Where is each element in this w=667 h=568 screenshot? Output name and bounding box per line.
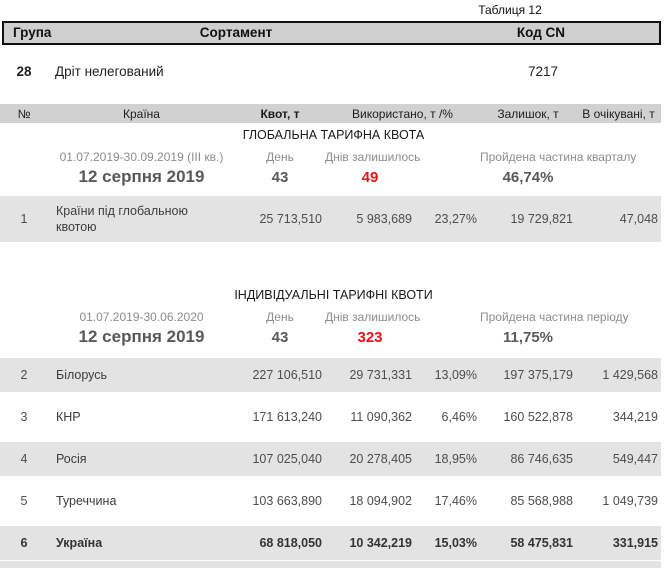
current-date: 12 серпня 2019 [78, 167, 205, 186]
row-country: Країни під глобальною квотою [56, 203, 188, 234]
row-country: Україна [56, 535, 103, 550]
row-number: 2 [20, 368, 28, 382]
product-cn-code: 7217 [527, 64, 559, 79]
row-used-tons: 29 731,331 [349, 368, 412, 382]
header-assortment: Сортамент [199, 25, 273, 40]
row-expected: 1 429,568 [602, 368, 658, 382]
progress-value: 46,74% [502, 168, 554, 186]
days-left-label: Днів залишилось [325, 150, 421, 164]
product-row [0, 62, 667, 82]
row-expected: 331,915 [612, 536, 658, 550]
current-date: 12 серпня 2019 [78, 327, 205, 346]
day-value: 43 [271, 168, 289, 186]
row-used-percent: 17,46% [434, 494, 477, 508]
row-expected: 549,447 [612, 452, 658, 466]
row-remainder: 197 375,179 [503, 368, 573, 382]
product-group-number: 28 [16, 64, 32, 79]
row-used-tons: 11 090,362 [350, 410, 412, 424]
section-global-labels [0, 150, 661, 164]
quota-table-row [0, 442, 661, 476]
row-used-percent: 13,09% [434, 368, 477, 382]
days-left-label: Днів залишилось [325, 310, 421, 324]
quota-table-row [0, 484, 661, 518]
header-expected: В очікувані, т [582, 106, 655, 121]
days-left-value: 49 [361, 168, 379, 186]
row-used-percent: 23,27% [434, 212, 477, 226]
row-expected: 47,048 [619, 212, 658, 226]
quota-table-row [0, 526, 661, 560]
row-number: 4 [20, 452, 28, 466]
row-number: 5 [20, 494, 28, 508]
global-quota-rows [0, 196, 661, 242]
row-quota: 107 025,040 [252, 452, 322, 466]
day-label: День [266, 150, 294, 164]
period-range: 01.07.2019-30.06.2020 [79, 310, 204, 324]
header-quota: Квот, т [260, 106, 300, 121]
day-label: День [266, 310, 294, 324]
quota-table-row [0, 400, 661, 434]
row-remainder: 86 746,635 [510, 452, 573, 466]
period-range: 01.07.2019-30.09.2019 (III кв.) [59, 150, 224, 164]
product-assortment-name: Дріт нелегований [55, 64, 164, 79]
quota-table-row [0, 358, 661, 392]
individual-quota-rows [0, 358, 661, 568]
section-individual-values [0, 327, 661, 347]
row-number: 3 [20, 410, 28, 424]
header-remainder: Залишок, т [497, 106, 559, 121]
header-group: Група [13, 25, 52, 40]
row-quota: 25 713,510 [259, 212, 322, 226]
row-remainder: 58 475,831 [510, 536, 573, 550]
row-quota: 227 106,510 [252, 368, 322, 382]
header-num: № [17, 106, 31, 121]
days-left-value: 323 [357, 328, 383, 346]
row-expected: 344,219 [612, 410, 658, 424]
row-used-percent: 6,46% [441, 410, 477, 424]
header-used: Використано, т /% [352, 106, 453, 121]
section-title-global: ГЛОБАЛЬНА ТАРИФНА КВОТА [242, 128, 425, 142]
row-expected: 1 049,739 [602, 494, 658, 508]
row-number: 6 [20, 536, 28, 550]
row-remainder: 19 729,821 [510, 212, 573, 226]
next-row-edge [0, 561, 661, 568]
row-remainder: 85 568,988 [510, 494, 573, 508]
row-quota: 68 818,050 [259, 536, 322, 550]
product-table-header [2, 21, 661, 45]
row-number: 1 [20, 212, 28, 226]
row-country: Білорусь [56, 367, 108, 382]
row-used-tons: 10 342,219 [349, 536, 412, 550]
row-used-tons: 18 094,902 [349, 494, 412, 508]
section-global-values [0, 167, 661, 187]
row-quota: 171 613,240 [252, 410, 322, 424]
row-country: Туреччина [56, 493, 117, 508]
progress-value: 11,75% [502, 328, 554, 346]
row-used-tons: 20 278,405 [349, 452, 412, 466]
row-country: Росія [56, 451, 87, 466]
quota-table-header [0, 104, 661, 123]
header-country: Країна [123, 106, 160, 121]
row-used-tons: 5 983,689 [356, 212, 412, 226]
row-quota: 103 663,890 [252, 494, 322, 508]
table-caption: Таблиця 12 [478, 3, 542, 17]
section-title-individual: ІНДИВІДУАЛЬНІ ТАРИФНІ КВОТИ [234, 288, 433, 302]
header-code-cn: Код CN [516, 25, 566, 40]
progress-label: Пройдена частина кварталу [480, 150, 637, 164]
row-country: КНР [56, 409, 81, 424]
day-value: 43 [271, 328, 289, 346]
section-individual-labels [0, 310, 661, 324]
row-used-percent: 15,03% [434, 536, 477, 550]
progress-label: Пройдена частина періоду [480, 310, 629, 324]
row-remainder: 160 522,878 [503, 410, 573, 424]
quota-table-row [0, 196, 661, 242]
row-used-percent: 18,95% [434, 452, 477, 466]
